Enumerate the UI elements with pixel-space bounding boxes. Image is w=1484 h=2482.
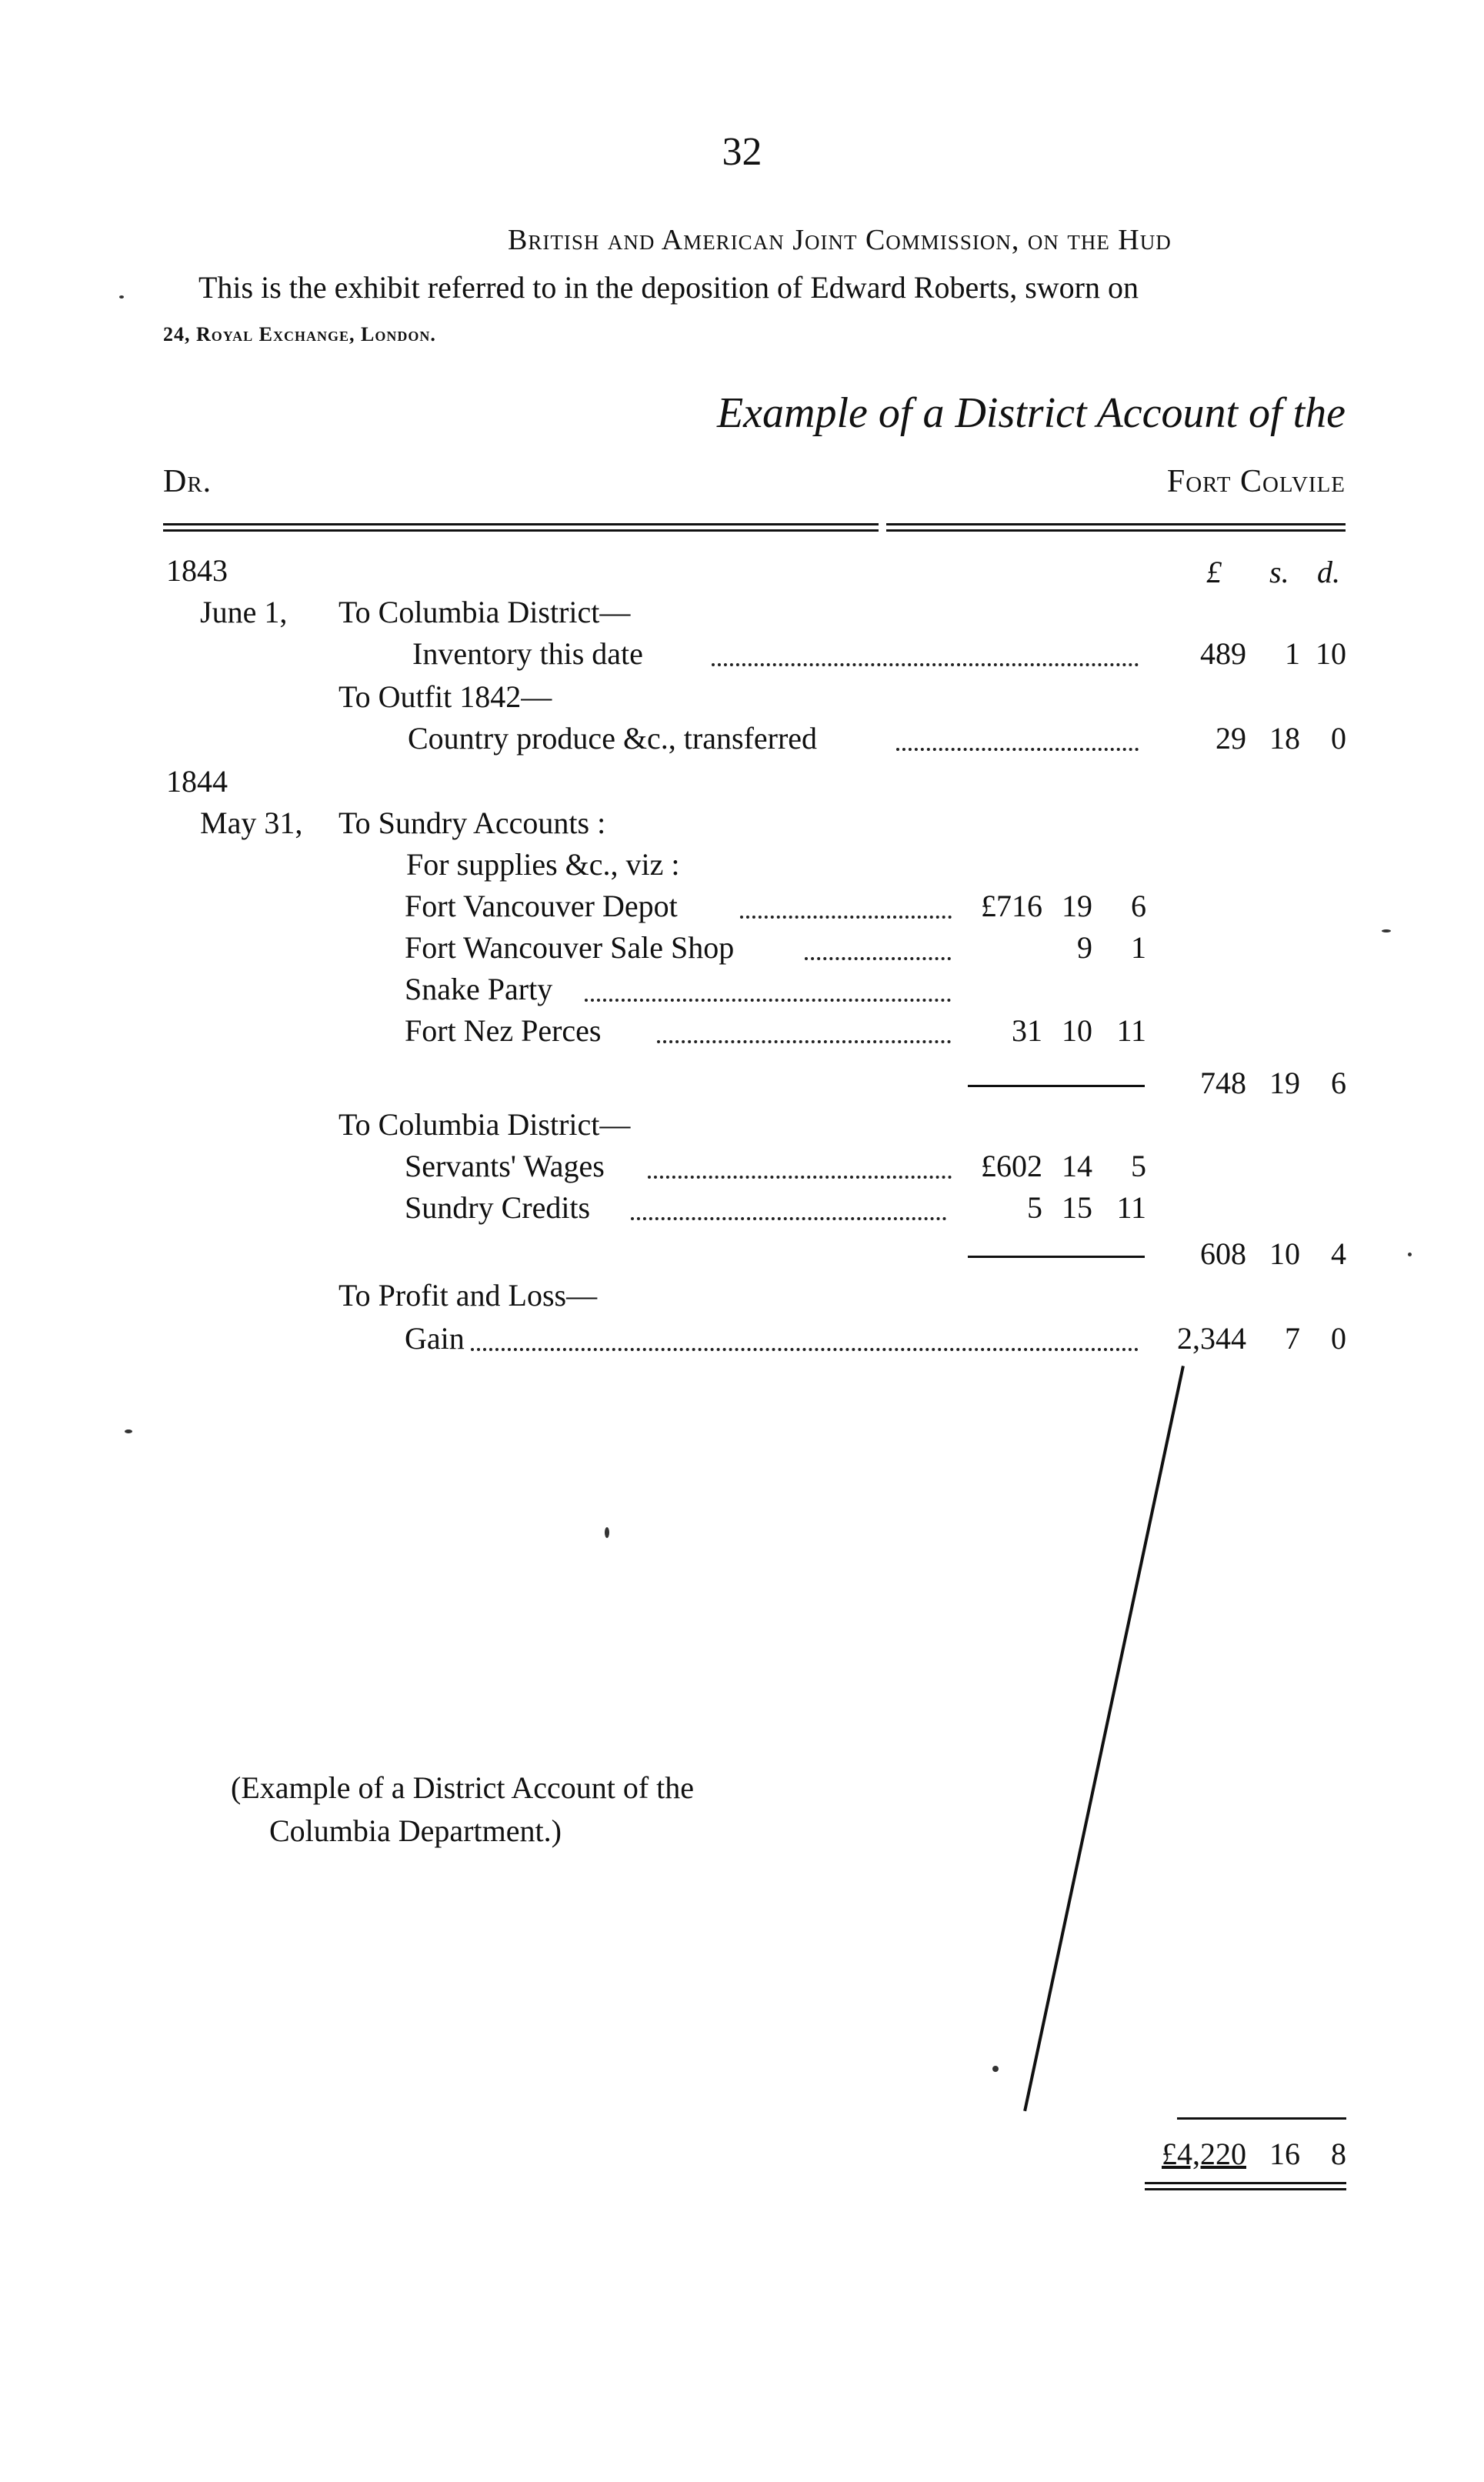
scan-speck bbox=[1408, 1253, 1412, 1256]
nez-perces-shillings: 10 bbox=[1062, 1013, 1092, 1048]
caption-line-2: Columbia Department.) bbox=[269, 1813, 562, 1848]
servants-wages-pounds: £602 bbox=[981, 1149, 1042, 1183]
may-date: May 31, bbox=[200, 806, 303, 840]
dr-label: Dr. bbox=[163, 464, 212, 499]
gain-leaders bbox=[471, 1348, 1139, 1351]
year-1844: 1844 bbox=[166, 764, 228, 799]
servants-wages-shillings: 14 bbox=[1062, 1149, 1092, 1183]
fort-label: Fort Colvile bbox=[1166, 464, 1346, 499]
sale-shop-description: Fort Wancouver Sale Shop bbox=[405, 930, 735, 965]
vancouver-depot-shillings: 19 bbox=[1062, 889, 1092, 923]
grand-total-shillings: 16 bbox=[1269, 2137, 1300, 2171]
vancouver-depot-pence: 6 bbox=[1131, 889, 1146, 923]
inventory-pounds: 489 bbox=[1200, 636, 1246, 671]
gain-description: Gain bbox=[405, 1321, 465, 1356]
caption-line-1: (Example of a District Account of the bbox=[231, 1770, 695, 1805]
diagonal-stroke bbox=[1023, 1366, 1185, 2111]
columbia-total-shillings: 10 bbox=[1269, 1236, 1300, 1271]
servants-wages-pence: 5 bbox=[1131, 1149, 1146, 1183]
columbia-district-header-2: To Columbia District— bbox=[338, 1107, 631, 1142]
columbia-district-header: To Columbia District— bbox=[338, 595, 631, 629]
snake-party-description: Snake Party bbox=[405, 972, 553, 1006]
sale-shop-pence: 1 bbox=[1131, 930, 1146, 965]
vancouver-depot-pounds: £716 bbox=[981, 889, 1042, 923]
scan-speck bbox=[605, 1527, 609, 1538]
pence-header: d. bbox=[1317, 555, 1340, 589]
exhibit-statement: This is the exhibit referred to in the deposition of Edward Roberts, sworn on bbox=[198, 270, 1139, 305]
page-number: 32 bbox=[722, 130, 762, 174]
header-double-rule-left bbox=[163, 523, 879, 532]
vancouver-depot-leaders bbox=[740, 916, 952, 919]
sundry-credits-pounds: 5 bbox=[1027, 1190, 1042, 1225]
sundry-accounts-header: To Sundry Accounts : bbox=[338, 806, 606, 840]
pounds-header: £ bbox=[1206, 555, 1222, 589]
scan-speck bbox=[992, 2066, 999, 2072]
gain-shillings: 7 bbox=[1285, 1321, 1300, 1356]
nez-perces-pence: 11 bbox=[1116, 1013, 1146, 1048]
country-produce-shillings: 18 bbox=[1269, 721, 1300, 756]
profit-loss-header: To Profit and Loss— bbox=[338, 1278, 598, 1313]
commission-header: British and American Joint Commission, on the Hud bbox=[508, 224, 1172, 256]
nez-perces-description: Fort Nez Perces bbox=[405, 1013, 602, 1048]
outfit-header: To Outfit 1842— bbox=[338, 679, 552, 714]
vancouver-depot-description: Fort Vancouver Depot bbox=[405, 889, 678, 923]
inventory-shillings: 1 bbox=[1285, 636, 1300, 671]
country-produce-leaders bbox=[896, 748, 1139, 751]
supplies-total-pounds: 748 bbox=[1200, 1066, 1246, 1100]
inventory-leaders bbox=[712, 663, 1139, 666]
columbia-subtotal-rule bbox=[968, 1256, 1145, 1258]
supplies-subtotal-rule bbox=[968, 1085, 1145, 1087]
country-produce-description: Country produce &c., transferred bbox=[408, 721, 818, 756]
supplies-line: For supplies &c., viz : bbox=[406, 847, 680, 882]
sundry-credits-description: Sundry Credits bbox=[405, 1190, 591, 1225]
country-produce-pounds: 29 bbox=[1216, 721, 1246, 756]
account-title: Example of a District Account of the bbox=[716, 389, 1346, 437]
gain-pence: 0 bbox=[1331, 1321, 1346, 1356]
grand-total-pence: 8 bbox=[1331, 2137, 1346, 2171]
header-double-rule-right bbox=[886, 523, 1346, 532]
address-line: 24, Royal Exchange, London. bbox=[163, 323, 436, 345]
nez-perces-pounds: 31 bbox=[1012, 1013, 1042, 1048]
supplies-total-shillings: 19 bbox=[1269, 1066, 1300, 1100]
grand-total-top-rule bbox=[1177, 2117, 1346, 2120]
servants-wages-description: Servants' Wages bbox=[405, 1149, 605, 1183]
snake-party-leaders bbox=[585, 999, 951, 1002]
grand-total-pounds: £4,220 bbox=[1162, 2137, 1246, 2171]
country-produce-pence: 0 bbox=[1331, 721, 1346, 756]
june-date: June 1, bbox=[200, 595, 288, 629]
year-1843: 1843 bbox=[166, 553, 228, 588]
shillings-header: s. bbox=[1269, 555, 1289, 589]
columbia-total-pence: 4 bbox=[1331, 1236, 1346, 1271]
sale-shop-shillings: 9 bbox=[1077, 930, 1092, 965]
scan-speck bbox=[125, 1429, 132, 1433]
inventory-description: Inventory this date bbox=[412, 636, 643, 671]
sale-shop-leaders bbox=[805, 957, 951, 960]
servants-wages-leaders bbox=[648, 1176, 952, 1179]
nez-perces-leaders bbox=[657, 1040, 951, 1043]
gain-pounds: 2,344 bbox=[1177, 1321, 1246, 1356]
scan-speck bbox=[1382, 929, 1391, 932]
inventory-pence: 10 bbox=[1316, 636, 1346, 671]
grand-total-double-rule bbox=[1145, 2182, 1346, 2190]
sundry-credits-leaders bbox=[631, 1217, 946, 1220]
columbia-total-pounds: 608 bbox=[1200, 1236, 1246, 1271]
scan-speck bbox=[119, 295, 124, 299]
supplies-total-pence: 6 bbox=[1331, 1066, 1346, 1100]
sundry-credits-pence: 11 bbox=[1116, 1190, 1146, 1225]
sundry-credits-shillings: 15 bbox=[1062, 1190, 1092, 1225]
